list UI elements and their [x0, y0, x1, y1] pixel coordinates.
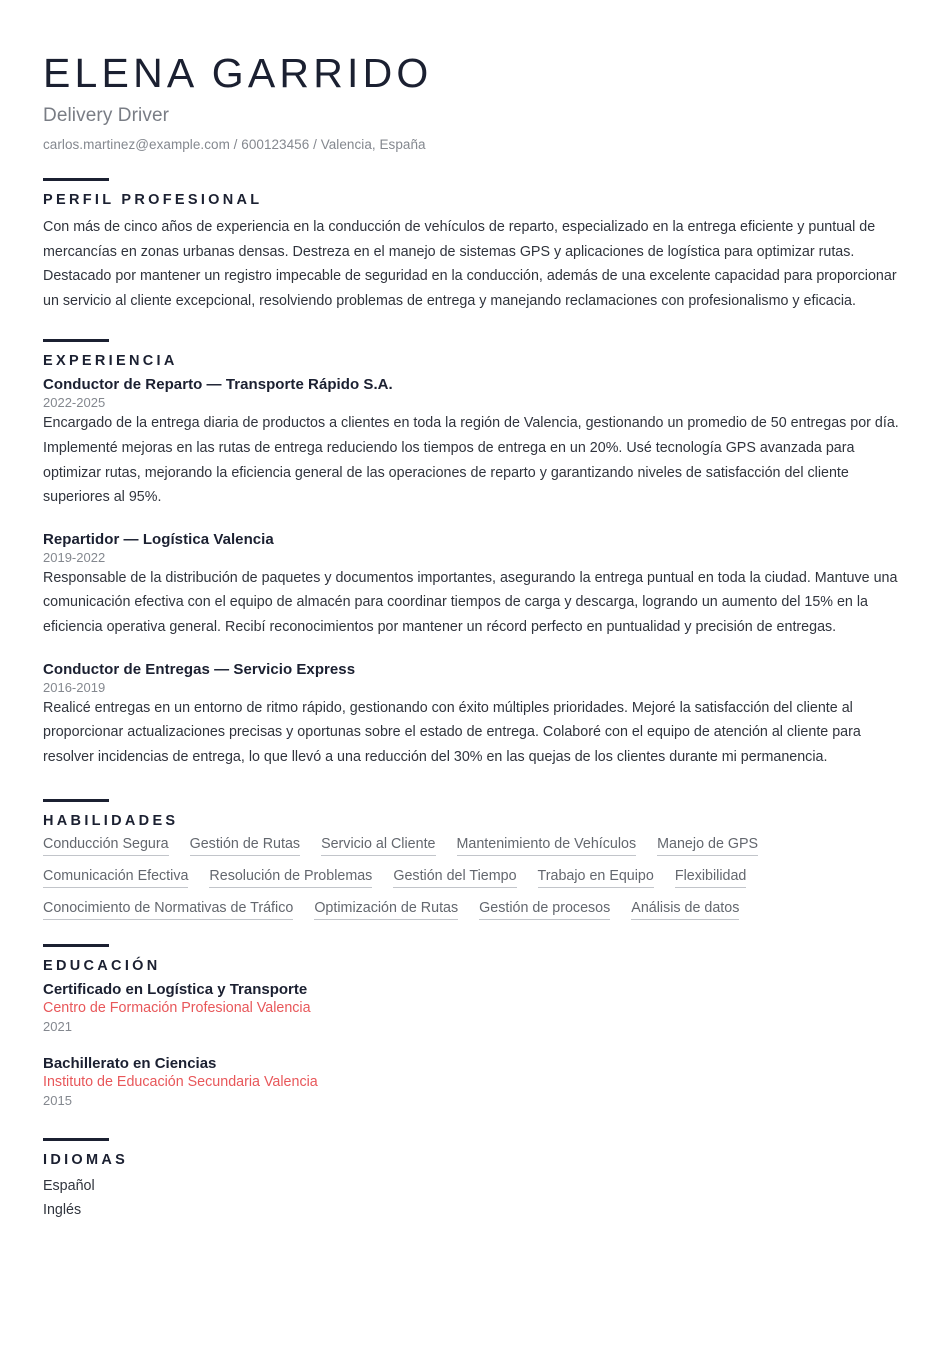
section-rule	[43, 944, 109, 947]
skill-tag: Análisis de datos	[631, 900, 739, 920]
section-experience	[43, 339, 910, 769]
resume-header	[43, 50, 910, 152]
skill-tag: Servicio al Cliente	[321, 836, 435, 856]
section-heading-profile: PERFIL PROFESIONAL	[43, 192, 263, 209]
candidate-job-title: Delivery Driver	[43, 105, 170, 127]
education-degree: Bachillerato en Ciencias	[43, 1055, 217, 1073]
skill-tag: Manejo de GPS	[657, 836, 758, 856]
skill-tag: Gestión de procesos	[479, 900, 610, 920]
skill-tag: Flexibilidad	[675, 868, 747, 888]
section-heading-experience: EXPERIENCIA	[43, 353, 178, 370]
candidate-name: ELENA GARRIDO	[43, 50, 433, 96]
experience-description: Encargado de la entrega diaria de productos a clientes en toda la región de Valencia, gestionando un promedio de 50 entregas por día. Implementé mejoras en las rutas de entrega reduciendo los tiempos de entrega en un 20%. Usé tecnología GPS avanzada para optimizar rutas, mejorando la eficiencia general de las operaciones de reparto y garantizando niveles de satisfacción del cliente superiores al 95%.	[43, 415, 899, 506]
section-rule	[43, 339, 109, 342]
education-degree: Certificado en Logística y Transporte	[43, 981, 308, 999]
experience-title: Repartidor — Logística Valencia	[43, 530, 274, 548]
education-school: Instituto de Educación Secundaria Valencia	[43, 1074, 318, 1091]
education-year: 2015	[43, 1093, 72, 1109]
experience-item	[43, 531, 910, 640]
skill-tag: Optimización de Rutas	[314, 900, 458, 920]
section-heading-languages: IDIOMAS	[43, 1152, 129, 1169]
experience-date: 2022-2025	[43, 395, 106, 411]
skill-tag: Conducción Segura	[43, 836, 169, 856]
skill-tag: Gestión del Tiempo	[393, 868, 516, 888]
section-heading-education: EDUCACIÓN	[43, 958, 161, 975]
skills-list	[43, 836, 910, 920]
experience-item	[43, 376, 910, 509]
education-year: 2021	[43, 1019, 72, 1035]
section-rule	[43, 178, 109, 181]
section-rule	[43, 1138, 109, 1141]
education-school: Centro de Formación Profesional Valencia	[43, 1000, 311, 1017]
language-item: Español	[43, 1178, 95, 1195]
experience-title: Conductor de Entregas — Servicio Express	[43, 660, 356, 678]
language-item: Inglés	[43, 1201, 82, 1218]
education-item	[43, 1055, 910, 1108]
skills-row	[43, 868, 910, 888]
skill-tag: Trabajo en Equipo	[538, 868, 654, 888]
skill-tag: Gestión de Rutas	[190, 836, 300, 856]
section-languages	[43, 1138, 910, 1222]
experience-title: Conductor de Reparto — Transporte Rápido S.A.	[43, 376, 393, 394]
section-rule	[43, 799, 109, 802]
section-education	[43, 944, 910, 1108]
contact-line: carlos.martinez@example.com / 600123456 / Valencia, España	[43, 137, 426, 153]
skills-row	[43, 900, 910, 920]
skill-tag: Resolución de Problemas	[209, 868, 372, 888]
skill-tag: Comunicación Efectiva	[43, 868, 188, 888]
experience-item	[43, 661, 910, 770]
section-heading-skills: HABILIDADES	[43, 813, 179, 830]
section-skills	[43, 799, 910, 920]
section-profile	[43, 178, 910, 313]
experience-date: 2019-2022	[43, 549, 106, 565]
skills-row	[43, 836, 910, 856]
skill-tag: Conocimiento de Normativas de Tráfico	[43, 900, 293, 920]
profile-text: Con más de cinco años de experiencia en la conducción de vehículos de reparto, especializado en la entrega eficiente y puntual de mercancías en zonas urbanas densas. Destreza en el manejo de sistemas GPS y aplicaciones de logística para optimizar rutas. Destacado por mantener un registro impecable de seguridad en la conducción, además de una excelente capacidad para proporcionar un servicio al cliente excepcional, resolviendo problemas de entrega y manejando reclamaciones con profesionalismo y eficacia.	[43, 219, 897, 309]
education-item	[43, 981, 910, 1034]
experience-description: Realicé entregas en un entorno de ritmo rápido, gestionando con éxito múltiples prioridades. Mejoré la satisfacción del cliente al proporcionar actualizaciones precisas y oportunas sobre el estado de entrega. Colaboré con el equipo de atención al cliente para resolver incidencias de entrega, lo que llevó a una reducción del 30% en las quejas de los clientes durante mi permanencia.	[43, 699, 861, 765]
experience-description: Responsable de la distribución de paquetes y documentos importantes, asegurando la entrega puntual en toda la ciudad. Mantuve una comunicación efectiva con el equipo de almacén para coordinar tiempos de carga y descarga, logrando un aumento del 15% en la eficiencia operativa general. Recibí reconocimientos por mantener un récord perfecto en puntualidad y precisión de entregas.	[43, 569, 898, 635]
experience-date: 2016-2019	[43, 679, 106, 695]
skill-tag: Mantenimiento de Vehículos	[457, 836, 637, 856]
